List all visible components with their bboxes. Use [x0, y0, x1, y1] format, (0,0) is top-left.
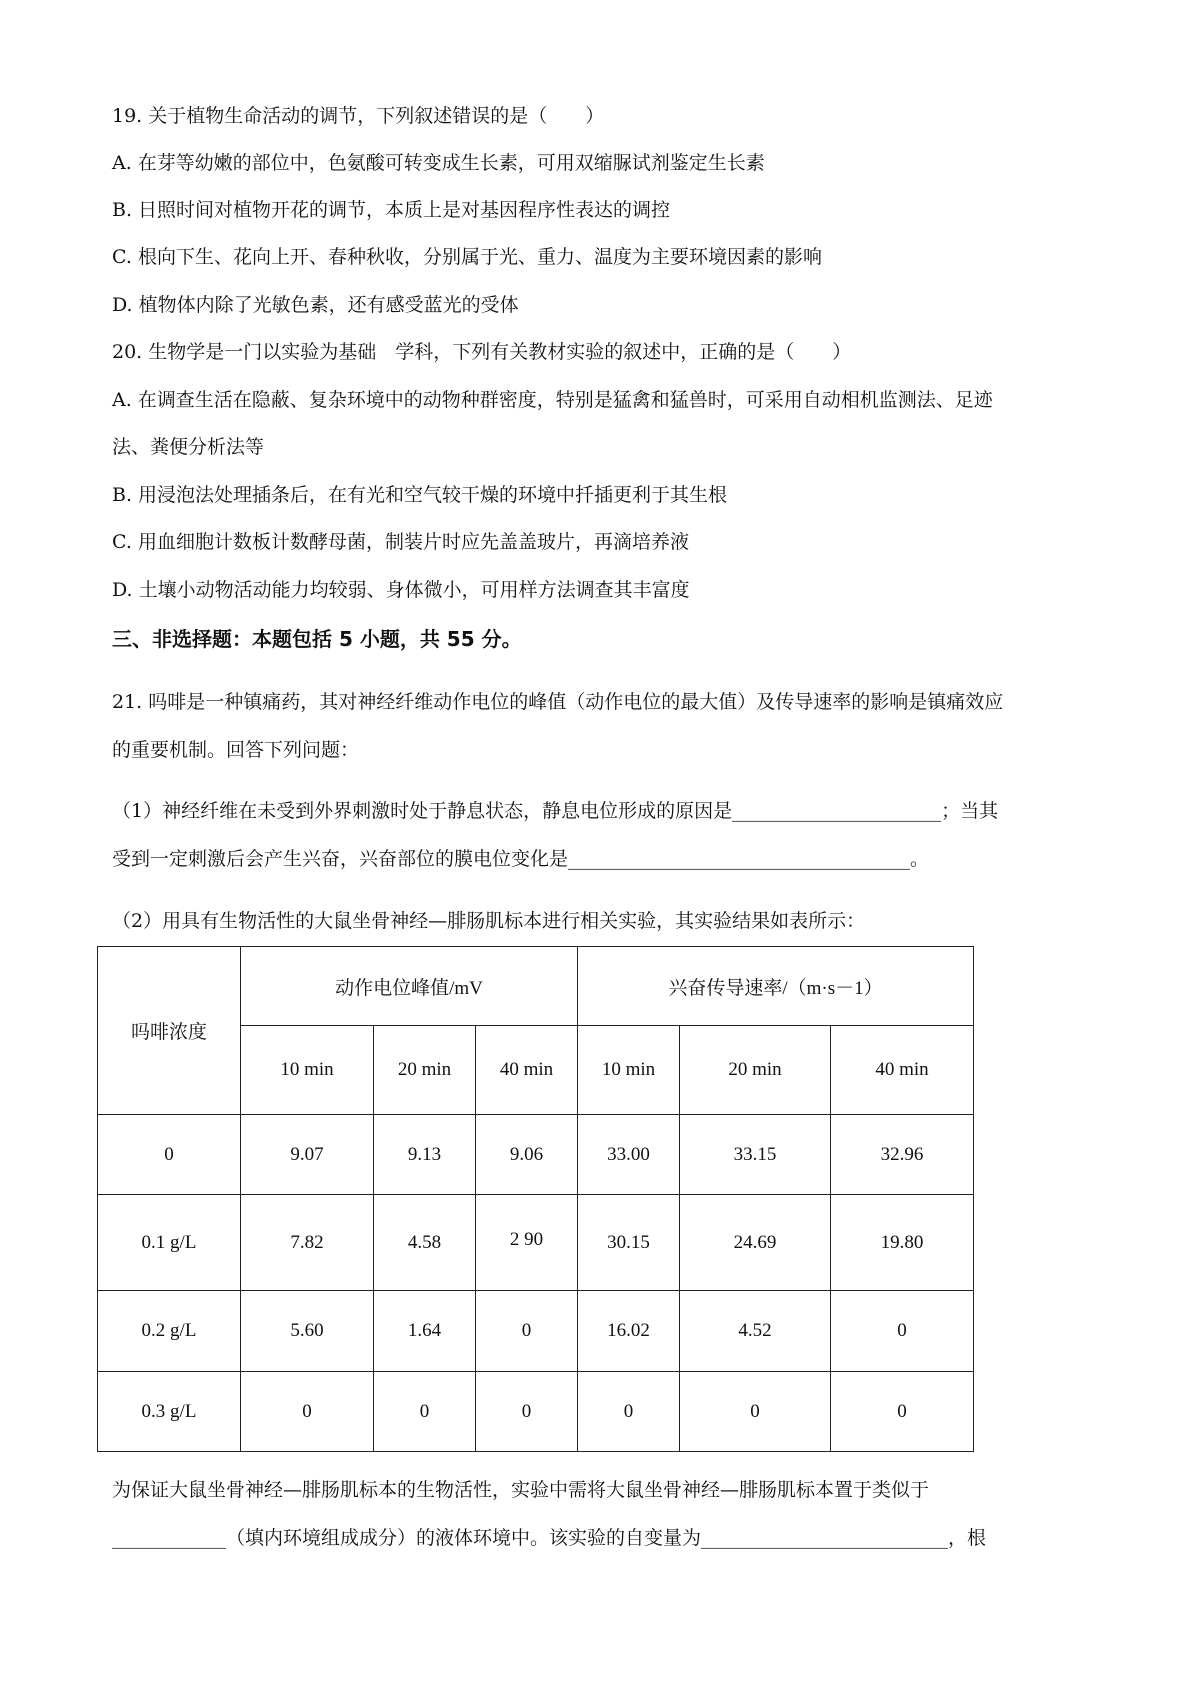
- value-cell: 5.60: [241, 1291, 374, 1372]
- q20-option-a-line2: 法、粪便分析法等: [112, 436, 265, 458]
- value-cell: 30.15: [578, 1195, 680, 1291]
- value-cell: 16.02: [578, 1291, 680, 1372]
- table-row: [98, 1291, 974, 1372]
- results-table: [97, 946, 974, 1452]
- q19-option-d: D. 植物体内除了光敏色素，还有感受蓝光的受体: [112, 294, 519, 316]
- value-cell: 0: [831, 1372, 974, 1452]
- value-cell: 0: [578, 1372, 680, 1452]
- q19-option-b: B. 日照时间对植物开花的调节，本质上是对基因程序性表达的调控: [112, 199, 671, 221]
- q19-stem: 19. 关于植物生命活动的调节，下列叙述错误的是（ ）: [112, 105, 605, 127]
- q19-option-a: A. 在芽等幼嫩的部位中，色氨酸可转变成生长素，可用双缩脲试剂鉴定生长素: [112, 152, 765, 174]
- table-row: [98, 1115, 974, 1195]
- value-cell: 0: [241, 1372, 374, 1452]
- value-cell: 0: [680, 1372, 831, 1452]
- value-cell: 19.80: [831, 1195, 974, 1291]
- concentration-cell: 0.1 g/L: [98, 1195, 241, 1291]
- value-cell: 1.64: [374, 1291, 476, 1372]
- header-time: 20 min: [374, 1026, 476, 1115]
- concentration-cell: 0.3 g/L: [98, 1372, 241, 1452]
- header-time: 20 min: [680, 1026, 831, 1115]
- q19-option-c: C. 根向下生、花向上开、春种秋收，分别属于光、重力、温度为主要环境因素的影响: [112, 246, 822, 268]
- q20-option-d: D. 土壤小动物活动能力均较弱、身体微小，可用样方法调查其丰富度: [112, 579, 690, 601]
- value-cell: 0: [831, 1291, 974, 1372]
- value-cell: 33.15: [680, 1115, 831, 1195]
- q21-after-line1: 为保证大鼠坐骨神经—腓肠肌标本的生物活性，实验中需将大鼠坐骨神经—腓肠肌标本置于类似于: [112, 1479, 930, 1501]
- value-cell: 9.06: [476, 1115, 578, 1195]
- value-cell: 33.00: [578, 1115, 680, 1195]
- value-cell: 2 90: [476, 1195, 578, 1291]
- q21-part1-line1: （1）神经纤维在未受到外界刺激时处于静息状态，静息电位形成的原因是______________________；当其: [112, 800, 999, 822]
- q20-option-a-line1: A. 在调查生活在隐蔽、复杂环境中的动物种群密度，特别是猛禽和猛兽时，可采用自动相机监测法、足迹: [112, 389, 993, 411]
- q20-option-c: C. 用血细胞计数板计数酵母菌，制装片时应先盖盖玻片，再滴培养液: [112, 531, 689, 553]
- value-cell: 9.07: [241, 1115, 374, 1195]
- header-time: 10 min: [241, 1026, 374, 1115]
- value-cell: 24.69: [680, 1195, 831, 1291]
- header-conduction-velocity: 兴奋传导速率/（m·s－1）: [578, 947, 974, 1026]
- q21-intro-line1: 21. 吗啡是一种镇痛药，其对神经纤维动作电位的峰值（动作电位的最大值）及传导速率的影响是镇痛效应: [112, 691, 1004, 713]
- table-row: [98, 1195, 974, 1291]
- value-cell: 4.52: [680, 1291, 831, 1372]
- header-morphine-concentration: 吗啡浓度: [98, 947, 241, 1115]
- header-time: 40 min: [476, 1026, 578, 1115]
- value-cell: 0: [374, 1372, 476, 1452]
- q21-part1-line2: 受到一定刺激后会产生兴奋，兴奋部位的膜电位变化是____________________________________。: [112, 848, 930, 870]
- value-cell: 9.13: [374, 1115, 476, 1195]
- header-action-potential-peak: 动作电位峰值/mV: [241, 947, 578, 1026]
- q21-part2-line: （2）用具有生物活性的大鼠坐骨神经—腓肠肌标本进行相关实验，其实验结果如表所示：: [112, 910, 866, 932]
- concentration-cell: 0.2 g/L: [98, 1291, 241, 1372]
- q21-intro-line2: 的重要机制。回答下列问题：: [112, 739, 360, 761]
- value-cell: 4.58: [374, 1195, 476, 1291]
- table-row: [98, 1372, 974, 1452]
- q20-option-b: B. 用浸泡法处理插条后，在有光和空气较干燥的环境中扦插更利于其生根: [112, 484, 728, 506]
- concentration-cell: 0: [98, 1115, 241, 1195]
- header-time: 40 min: [831, 1026, 974, 1115]
- value-cell: 32.96: [831, 1115, 974, 1195]
- value-cell: 0: [476, 1372, 578, 1452]
- header-time: 10 min: [578, 1026, 680, 1115]
- section-heading: 三、非选择题：本题包括 5 小题，共 55 分。: [112, 627, 522, 651]
- q21-after-line2: ____________（填内环境组成成分）的液体环境中。该实验的自变量为__________________________，根: [112, 1527, 987, 1549]
- q20-stem: 20. 生物学是一门以实验为基础 学科，下列有关教材实验的叙述中，正确的是（ ）: [112, 341, 852, 363]
- value-cell: 0: [476, 1291, 578, 1372]
- value-cell: 7.82: [241, 1195, 374, 1291]
